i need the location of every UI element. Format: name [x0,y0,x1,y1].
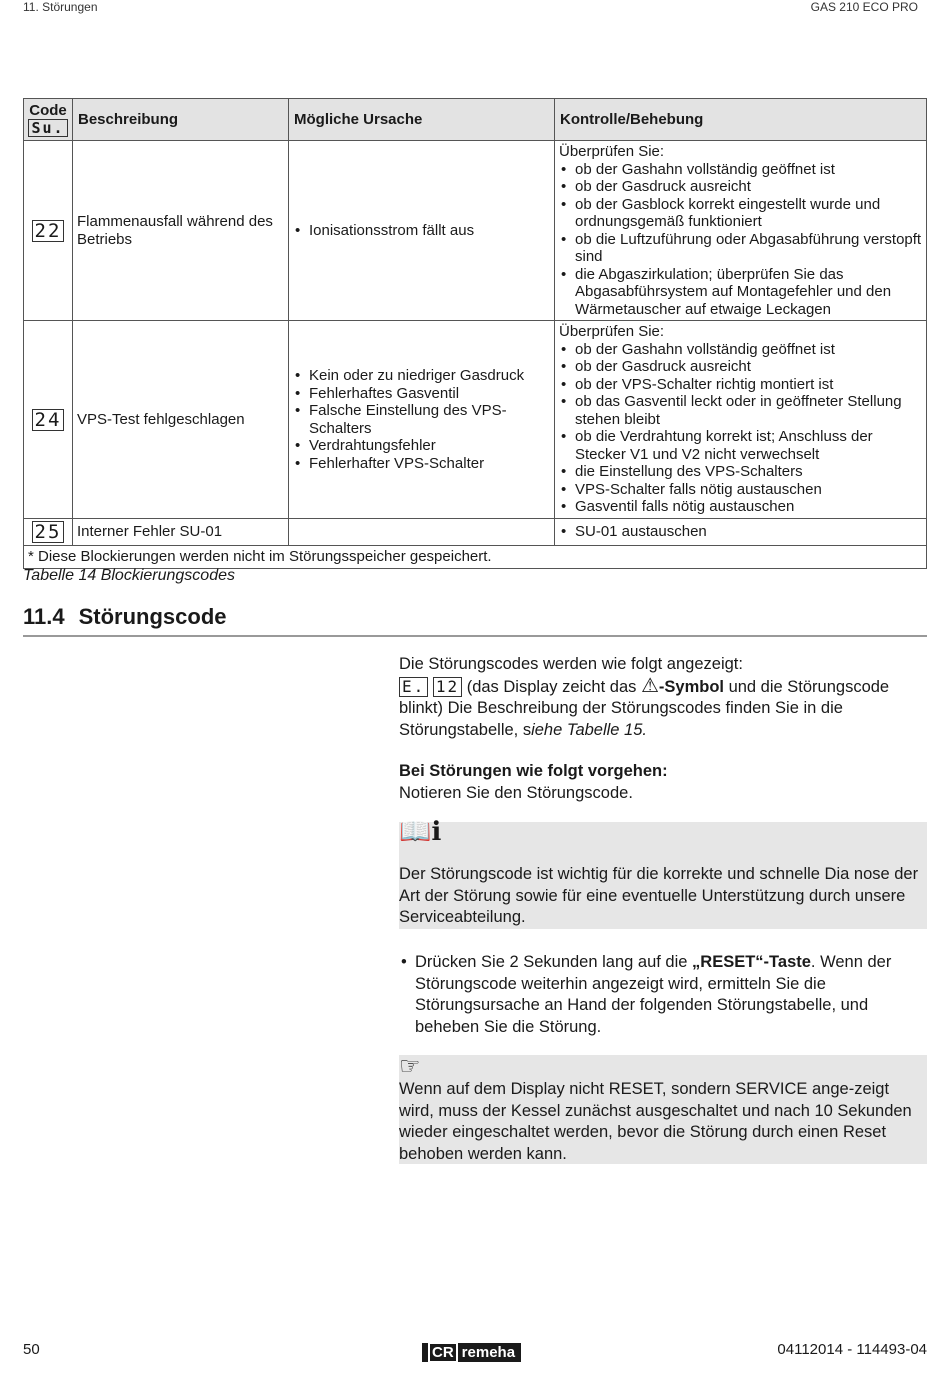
table-row [24,141,927,321]
document-number: 04112014 - 114493-04 [777,1341,927,1358]
list-item: • Kein oder zu niedriger Gasdruck [293,367,550,385]
note-text: Wenn auf dem Display nicht RESET, sondern SERVICE ange-zeigt wird, muss der Kessel zunächst ausgeschaltet und nach 10 Sekunden wieder eingeschaltet werden, bevor die Störung durch einen Reset behoben werden kann. [399,1080,912,1163]
list-item: • VPS-Schalter falls nötig austauschen [559,481,922,499]
list-item: • die Einstellung des VPS-Schalters [559,463,922,481]
list-item: • Fehlerhafter VPS-Schalter [293,455,550,473]
table-footnote-row [24,546,927,569]
error-display-e: E. [399,677,428,697]
header-product: GAS 210 ECO PRO [810,0,918,14]
code-25: 25 [32,521,65,543]
table-header-row [24,99,927,141]
pointing-hand-icon: ☞ [399,1053,421,1080]
header-check: Kontrolle/Behebung [555,99,927,141]
table-footnote: * Diese Blockierungen werden nicht im Störungsspeicher gespeichert. [24,546,927,569]
header-chapter: 11. Störungen [23,0,98,14]
list-item: • ob der Gasblock korrekt eingestellt wurde und ordnungsgemäß funktioniert [559,196,922,231]
header-code: Code Su. [24,99,73,141]
table-caption: Tabelle 14 Blockierungscodes [23,567,235,584]
list-item: • die Abgaszirkulation; überprüfen Sie das Abgasabführsystem auf Montagefehler und den Wärmetauscher auf etwaige Leckagen [559,266,922,319]
error-display-code: 12 [433,677,462,697]
info-text: Der Störungscode ist wichtig für die korrekte und schnelle Dia nose der Art der Störung sowie für eine eventuelle Unterstützung durch unsere Serviceabteilung. [399,865,919,926]
table-row [24,519,927,546]
list-item: • ob das Gasventil leckt oder in geöffneter Stellung stehen bleibt [559,393,922,428]
section-number: 11.4 [23,604,65,629]
warning-triangle-icon: ⚠ [640,674,659,697]
list-item: • Gasventil falls nötig austauschen [559,498,922,516]
note-box [399,1055,927,1164]
list-item: • ob der Gashahn vollständig geöffnet ist [559,341,922,359]
page-number: 50 [23,1341,40,1358]
list-item: • ob die Luftzuführung oder Abgasabführung verstopft sind [559,231,922,266]
row-description: VPS-Test fehlgeschlagen [73,321,289,519]
row-description: Flammenausfall während des Betriebs [73,141,289,321]
info-box [399,817,927,929]
list-item: • SU-01 austauschen [559,523,922,541]
section-title: Störungscode [78,604,227,629]
code-24: 24 [32,409,65,431]
header-description: Beschreibung [73,99,289,141]
table-row [24,321,927,519]
header-cause: Mögliche Ursache [289,99,555,141]
check-intro: Überprüfen Sie: [559,143,665,160]
check-intro: Überprüfen Sie: [559,323,665,340]
list-item: • Drücken Sie 2 Sekunden lang auf die „RESET“-Taste. Wenn der Störungscode weiterhin angezeigt wird, ermitteln Sie die Störungsursache an Hand der folgenden Störungstabelle, und beheben Sie die Störung. [399,952,927,1038]
code-display-icon: Su. [28,119,67,137]
intro-paragraph: Die Störungscodes werden wie folgt angezeigt: E. 12 (das Display zeicht das ⚠-Symbol und die Störungscode blinkt) Die Beschreibung der Störungscodes finden Sie in die Störungstabelle, siehe Tabelle 15. [399,655,890,739]
procedure-paragraph: Bei Störungen wie folgt vorgehen: Notieren Sie den Störungscode. [399,762,668,802]
manual-info-icon: 📖ℹ [399,817,442,847]
list-item: • ob der Gasdruck ausreicht [559,358,922,376]
list-item: • ob der Gasdruck ausreicht [559,178,922,196]
code-22: 22 [32,220,65,242]
section-heading [23,604,927,637]
row-description: Interner Fehler SU-01 [73,519,289,546]
remeha-logo: CR remeha [422,1343,521,1362]
reset-bullet [399,952,927,1038]
list-item: • Fehlerhaftes Gasventil [293,385,550,403]
list-item: • Ionisationsstrom fällt aus [293,222,550,240]
list-item: • ob der VPS-Schalter richtig montiert ist [559,376,922,394]
list-item: • Falsche Einstellung des VPS-Schalters [293,402,550,437]
blocking-codes-table [23,98,927,569]
list-item: • ob der Gashahn vollständig geöffnet ist [559,161,922,179]
list-item: • ob die Verdrahtung korrekt ist; Anschluss der Stecker V1 und V2 nicht verwechselt [559,428,922,463]
list-item: • Verdrahtungsfehler [293,437,550,455]
